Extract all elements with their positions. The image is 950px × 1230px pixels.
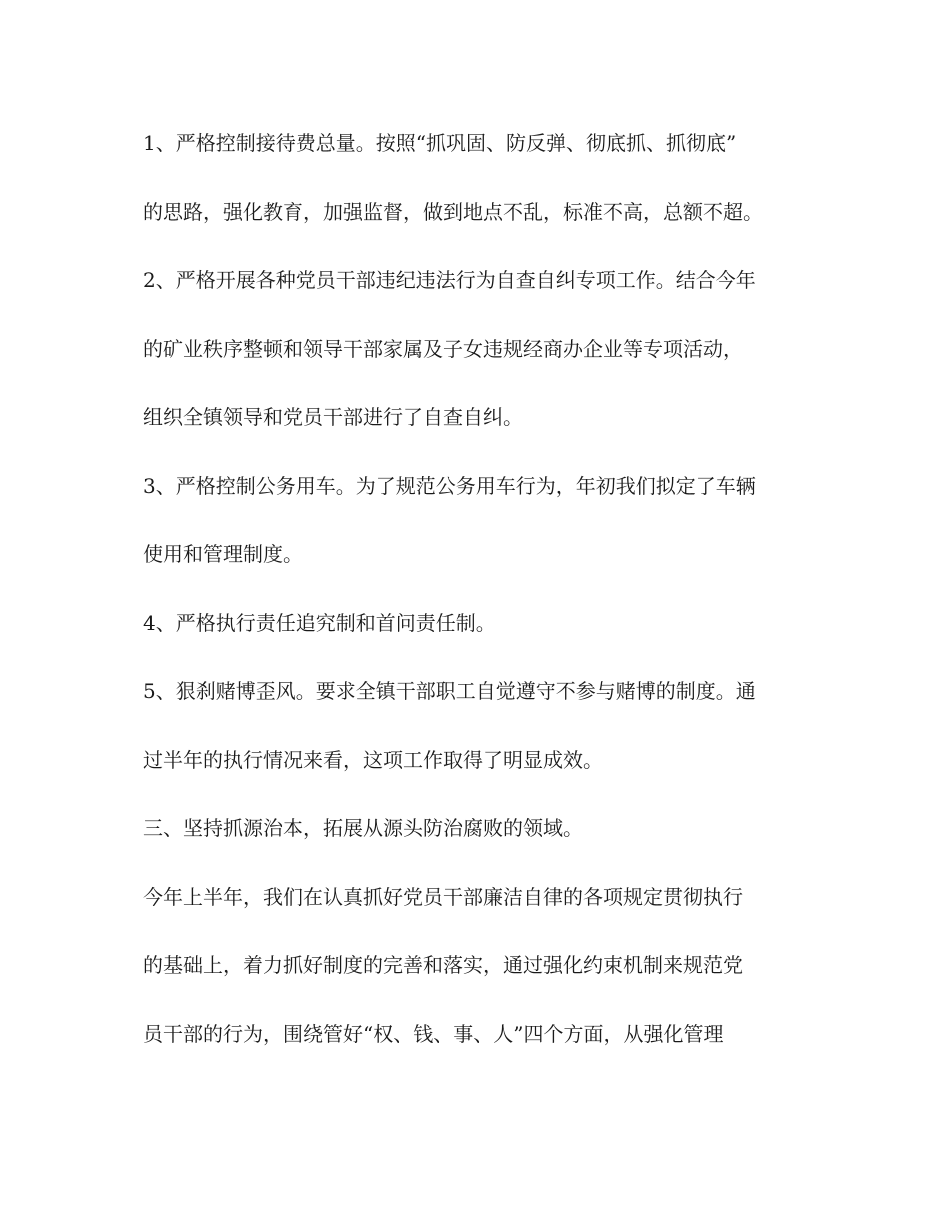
text-line-4: 的矿业秩序整顿和领导干部家属及子女违规经商办企业等专项活动，: [143, 336, 743, 361]
text-line-1: 1、严格控制接待费总量。按照“抓巩固、防反弹、彻底抓、抓彻底”: [143, 131, 737, 155]
text-line-2: 的思路，强化教育，加强监督，做到地点不乱，标准不高，总额不超。: [143, 199, 763, 224]
text-line-14: 员干部的行为，围绕管好“权、钱、事、人”四个方面，从强化管理: [143, 1021, 724, 1046]
document-body: [143, 126, 813, 1085]
text-line-5: 组织全镇领导和党员干部进行了自查自纠。: [143, 405, 523, 429]
section-heading: 三、坚持抓源治本，拓展从源头防治腐败的领域。: [143, 816, 583, 840]
text-line-12: 今年上半年，我们在认真抓好党员干部廉洁自律的各项规定贯彻执行: [143, 884, 743, 909]
text-line-13: 的基础上，着力抓好制度的完善和落实，通过强化约束机制来规范党: [143, 953, 743, 977]
text-line-7: 使用和管理制度。: [143, 542, 303, 566]
text-line-6: 3、严格控制公务用车。为了规范公务用车行为，年初我们拟定了车辆: [143, 473, 756, 498]
text-line-8: 4、严格执行责任追究制和首问责任制。: [143, 610, 496, 635]
text-line-9: 5、狠刹赌博歪风。要求全镇干部职工自觉遵守不参与赌博的制度。通: [143, 679, 756, 703]
text-line-3: 2、严格开展各种党员干部违纪违法行为自查自纠专项工作。结合今年: [143, 268, 756, 292]
text-line-10: 过半年的执行情况来看，这项工作取得了明显成效。: [143, 747, 603, 772]
